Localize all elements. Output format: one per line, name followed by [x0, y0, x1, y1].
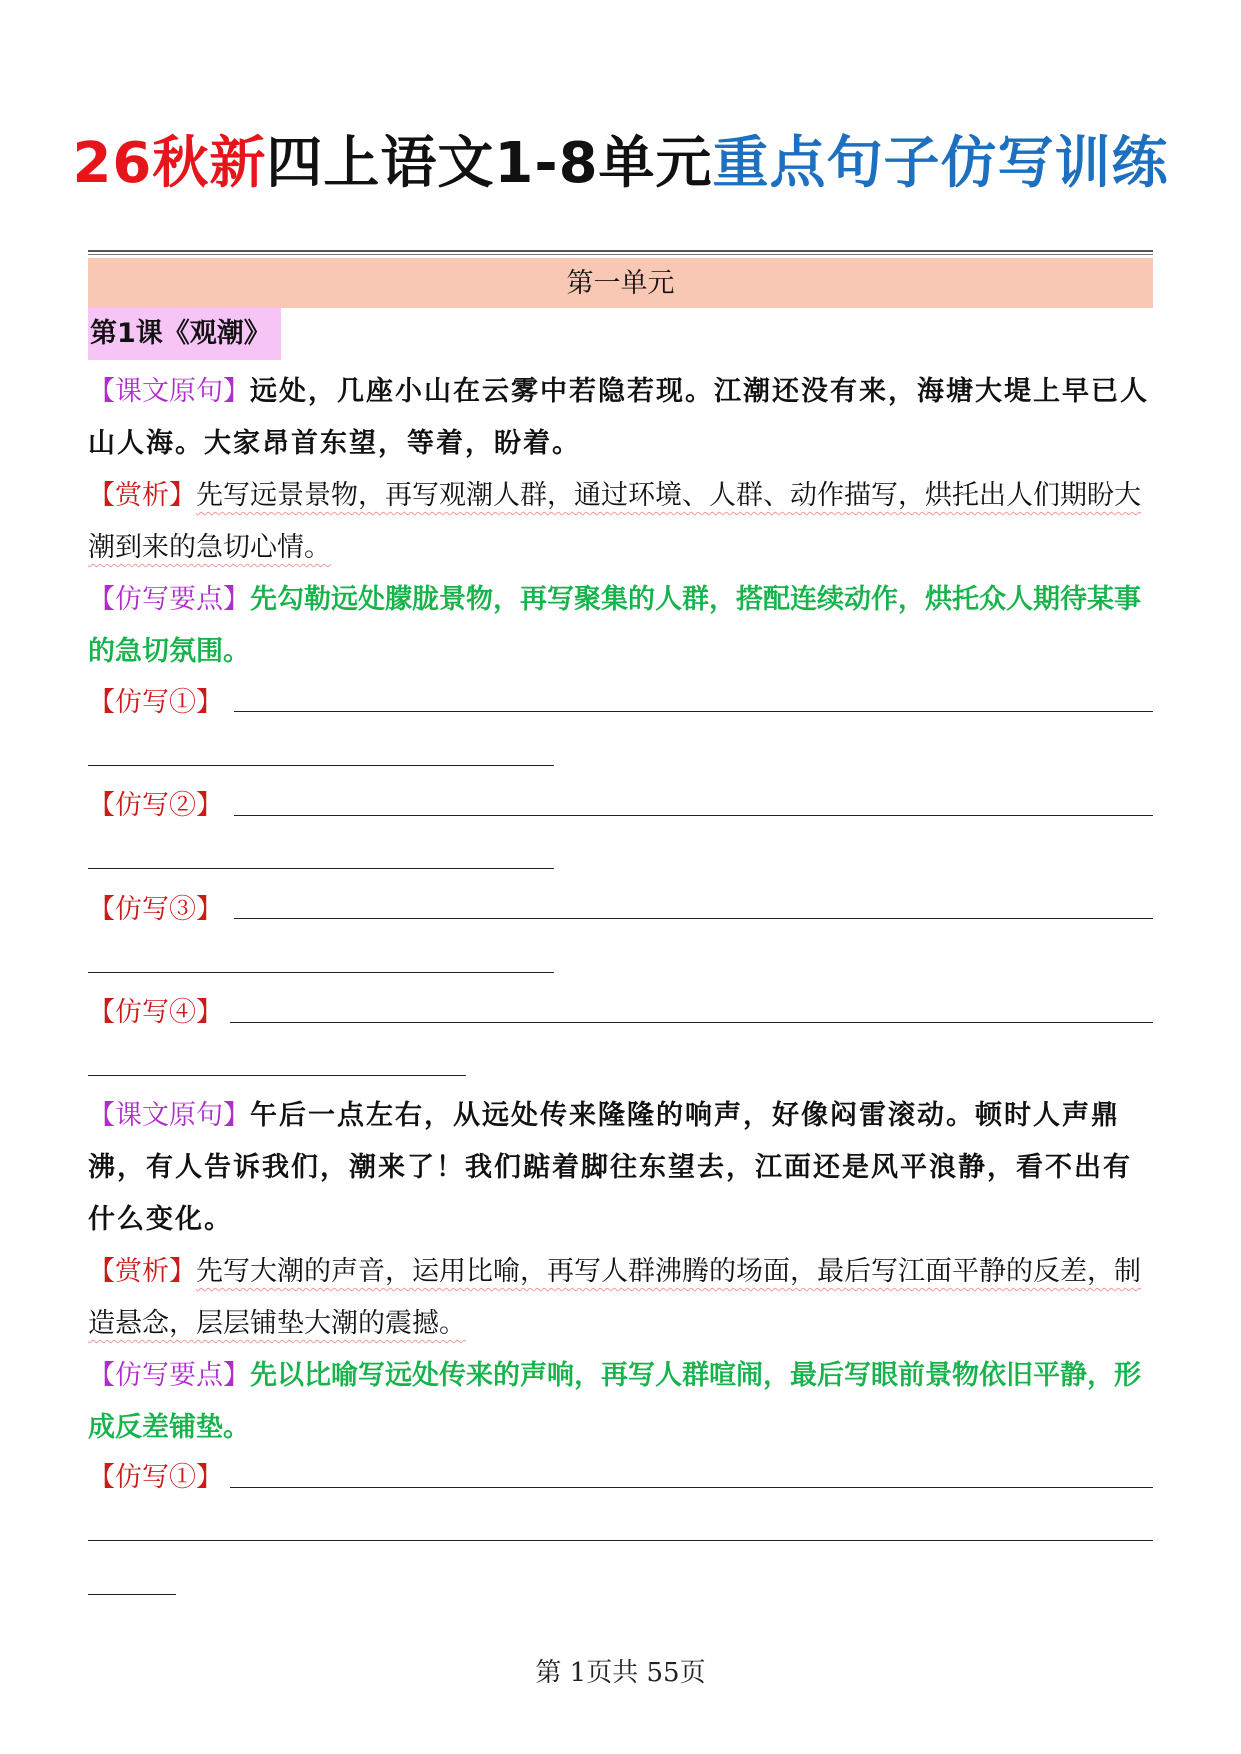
original-text: 午后一点左右，从远处传来隆隆的响声，好像闷雷滚动。顿时人声鼎沸，有人告诉我们，潮来了！我们踮着脚往东望去，江面还是风平浪静，看不出有什么变化。 — [88, 1100, 1132, 1235]
title-part-blue: 重点句子仿写训练 — [712, 131, 1169, 196]
title-part-red: 26秋新 — [72, 131, 267, 196]
answer-line[interactable] — [234, 918, 1153, 919]
answer-line[interactable] — [230, 1022, 1153, 1023]
document-title — [0, 128, 1241, 200]
original-tag: 【课文原句】 — [88, 1100, 250, 1131]
points-text: 先勾勒远处朦胧景物，再写聚集的人群，搭配连续动作，烘托众人期待某事的急切氛围。 — [88, 584, 1141, 667]
points-tag: 【仿写要点】 — [88, 1360, 250, 1391]
writing-points-1 — [88, 574, 1158, 678]
unit-header: 第一单元 — [88, 258, 1153, 308]
answer-line[interactable] — [230, 1487, 1153, 1488]
answer-line[interactable] — [88, 972, 554, 973]
answer-line[interactable] — [88, 765, 554, 766]
practice-label: 【仿写①】 — [88, 1462, 223, 1493]
analysis-text: 先写大潮的声音，运用比喻，再写人群沸腾的场面，最后写江面平静的反差，制造悬念，层层铺垫大潮的震撼。 — [88, 1256, 1141, 1339]
practice-label: 【仿写①】 — [88, 687, 223, 718]
header-divider — [88, 250, 1153, 252]
lesson-title: 第1课《观潮》 — [88, 308, 281, 360]
practice-label: 【仿写③】 — [88, 894, 223, 925]
answer-line[interactable] — [88, 1075, 466, 1076]
answer-line[interactable] — [88, 1594, 176, 1595]
practice-label: 【仿写②】 — [88, 790, 223, 821]
original-sentence-1 — [88, 366, 1158, 470]
title-part-black: 四上语文1-8单元 — [266, 131, 713, 196]
answer-line[interactable] — [234, 711, 1153, 712]
original-text: 远处，几座小山在云雾中若隐若现。江潮还没有来，海塘大堤上早已人山人海。大家昂首东望，等着，盼着。 — [88, 376, 1149, 459]
analysis-2 — [88, 1246, 1158, 1350]
answer-line[interactable] — [234, 815, 1153, 816]
points-tag: 【仿写要点】 — [88, 584, 250, 615]
analysis-text: 先写远景景物，再写观潮人群，通过环境、人群、动作描写，烘托出人们期盼大潮到来的急切心情。 — [88, 480, 1141, 563]
original-tag: 【课文原句】 — [88, 376, 250, 407]
answer-line[interactable] — [88, 1540, 1153, 1541]
writing-points-2 — [88, 1350, 1158, 1454]
page-footer: 第 1页共 55页 — [535, 1658, 706, 1688]
practice-label: 【仿写④】 — [88, 997, 223, 1028]
answer-line[interactable] — [88, 868, 554, 869]
header-divider-thin — [88, 254, 1153, 255]
analysis-tag: 【赏析】 — [88, 1256, 196, 1287]
original-sentence-2 — [88, 1090, 1158, 1246]
analysis-tag: 【赏析】 — [88, 480, 196, 511]
analysis-1 — [88, 470, 1158, 574]
points-text: 先以比喻写远处传来的声响，再写人群喧闹，最后写眼前景物依旧平静，形成反差铺垫。 — [88, 1360, 1141, 1443]
